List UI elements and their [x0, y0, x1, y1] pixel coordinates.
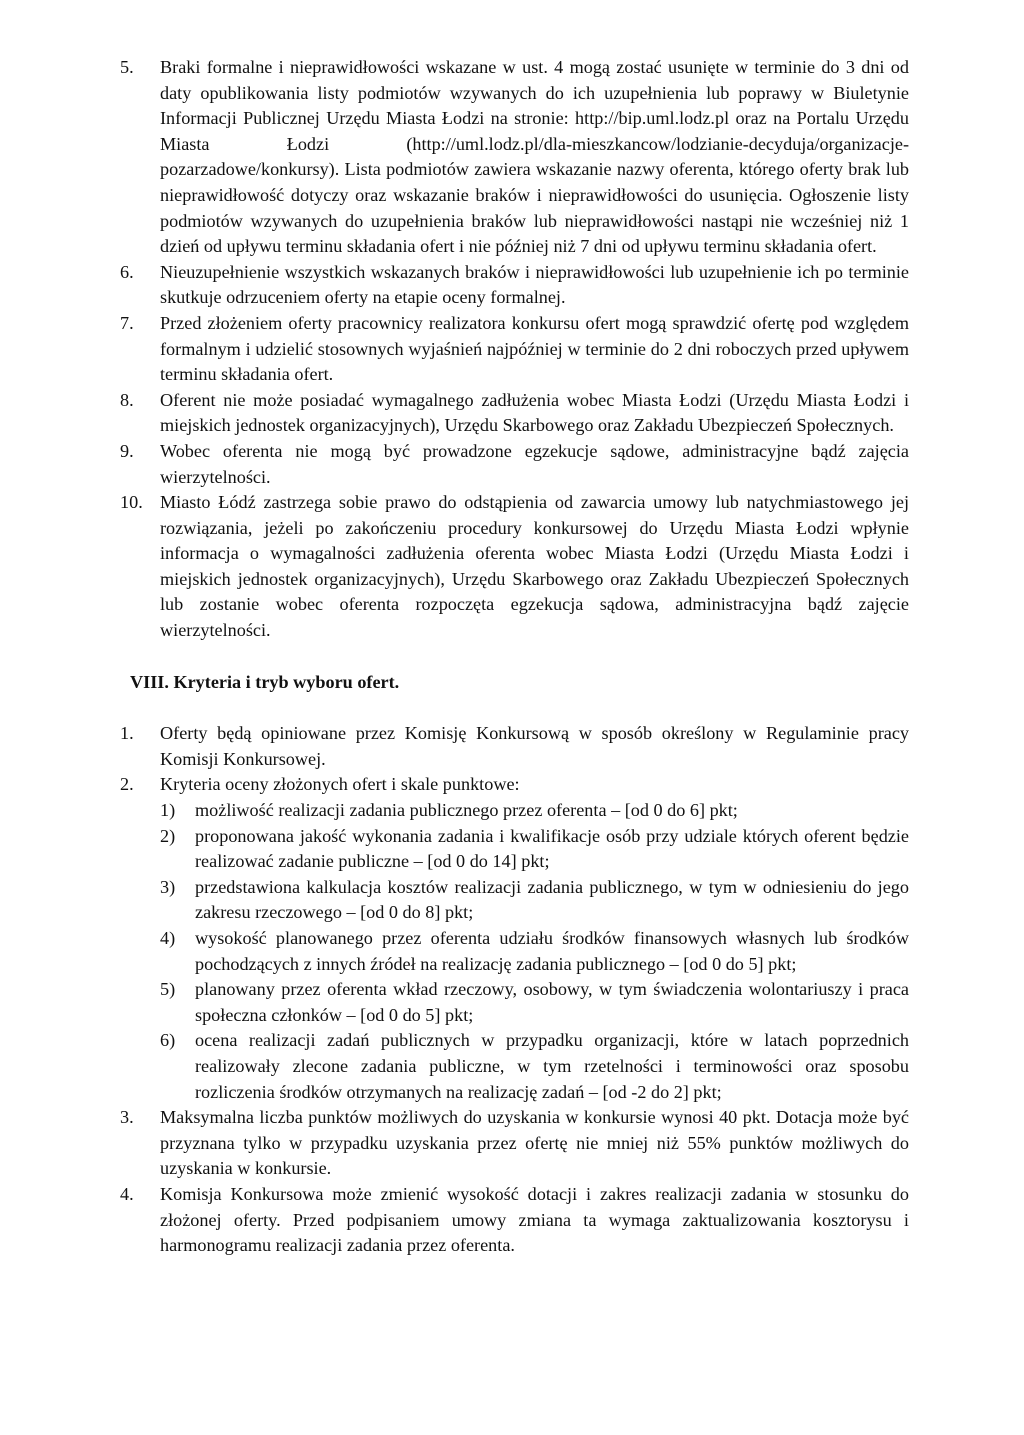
section-list-upper [120, 55, 909, 644]
list-item [120, 490, 909, 644]
item-text: Kryteria oceny złożonych ofert i skale punktowe: [160, 774, 520, 795]
criteria-text: przedstawiona kalkulacja kosztów realizacji zadania publicznego, w tym w odniesieniu do jego zakresu rzeczowego – [od 0 do 8] pkt; [195, 876, 909, 923]
item-number: 10. [120, 492, 143, 513]
item-text: Maksymalna liczba punktów możliwych do uzyskania w konkursie wynosi 40 pkt. Dotacja może być przyznana tylko w przypadku uzyskania przez ofertę nie mniej niż 55% punktów możliwych do uzyskania w konkursie. [160, 1107, 909, 1179]
criteria-text: planowany przez oferenta wkład rzeczowy, osobowy, w tym świadczenia wolontariuszy i praca społeczna członków – [od 0 do 5] pkt; [195, 979, 909, 1025]
criteria-item [160, 926, 909, 977]
list-item [120, 55, 909, 260]
criteria-item [160, 798, 909, 824]
item-text: Nieuzupełnienie wszystkich wskazanych braków i nieprawidłowości lub uzupełnienie ich po terminie skutkuje odrzuceniem oferty na etapie oceny formalnej. [160, 261, 909, 308]
item-number: 8. [120, 389, 134, 410]
item-text: Braki formalne i nieprawidłowości wskazane w ust. 4 mogą zostać usunięte w terminie do 3 dni od daty opublikowania listy podmiotów wzywanych do ich uzupełnienia lub poprawy w Biuletynie Informacji Publicznej Urzędu Miasta Łodzi na stronie: http://bip.uml.lodz.pl oraz na Portalu Urzędu Miasta Łodzi (http://uml.lodz.pl/dla-mieszkancow/lodzianie-decyduja/organizacje-pozarzadowe/konkursy). Lista podmiotów zawiera wskazanie nazwy oferenta, którego oferty brak lub nieprawidłowość dotyczy oraz wskazanie braków i nieprawidłowości do usunięcia. Ogłoszenie listy podmiotów wzywanych do uzupełnienia braków lub nieprawidłowości nastąpi nie wcześniej niż 1 dzień od upływu terminu składania ofert i nie później niż 7 dni od upływu terminu składania ofert. [160, 57, 909, 257]
list-item [120, 772, 909, 1105]
list-item [120, 311, 909, 388]
criteria-text: możliwość realizacji zadania publicznego przez oferenta – [od 0 do 6] pkt; [195, 800, 738, 821]
criteria-item [160, 977, 909, 1028]
list-item [120, 388, 909, 439]
criteria-number: 3) [160, 876, 176, 897]
item-number: 7. [120, 312, 134, 333]
list-item [120, 1182, 909, 1259]
section-heading: VIII. Kryteria i tryb wyboru ofert. [130, 671, 400, 692]
item-text: Miasto Łódź zastrzega sobie prawo do odstąpienia od zawarcia umowy lub natychmiastowego jej rozwiązania, jeżeli po zakończeniu procedury konkursowej do Urzędu Miasta Łodzi wpłynie informacja o wymagalności zadłużenia oferenta wobec Miasta Łodzi (Urzędu Miasta Łodzi i miejskich jednostek organizacyjnych), Urzędu Skarbowego oraz Zakładu Ubezpieczeń Społecznych lub zostanie wobec oferenta rozpoczęta egzekucja sądowa, administracyjna bądź zajęcie wierzytelności. [160, 492, 909, 641]
item-number: 9. [120, 440, 134, 461]
item-number: 6. [120, 261, 134, 282]
item-number: 1. [120, 723, 134, 744]
criteria-number: 6) [160, 1030, 176, 1051]
criteria-text: ocena realizacji zadań publicznych w przypadku organizacji, które w latach poprzednich realizowały zlecone zadania publiczne, w tym rzetelności i terminowości oraz sposobu rozliczenia środków otrzymanych na realizację zadań – [od -2 do 2] pkt; [195, 1030, 909, 1102]
criteria-number: 5) [160, 979, 176, 1000]
item-number: 4. [120, 1183, 134, 1204]
item-body [160, 772, 909, 1105]
list-item [120, 721, 909, 772]
item-text: Wobec oferenta nie mogą być prowadzone egzekucje sądowe, administracyjne bądź zajęcia wierzytelności. [160, 440, 909, 487]
criteria-number: 1) [160, 800, 176, 821]
item-number: 5. [120, 57, 134, 77]
criteria-number: 4) [160, 928, 176, 948]
item-number: 2. [120, 774, 134, 795]
item-number: 3. [120, 1107, 134, 1128]
criteria-text: wysokość planowanego przez oferenta udziału środków finansowych własnych lub środków pochodzących z innych źródeł na realizację zadania publicznego – [od 0 do 5] pkt; [195, 928, 909, 974]
item-text: Przed złożeniem oferty pracownicy realizatora konkursu ofert mogą sprawdzić ofertę pod względem formalnym i udzielić stosownych wyjaśnień najpóźniej w terminie do 2 dni roboczych przed upływem terminu składania ofert. [160, 312, 909, 385]
criteria-item [160, 1028, 909, 1105]
criteria-number: 2) [160, 825, 176, 846]
list-item [120, 1105, 909, 1182]
section-list-criteria [120, 721, 909, 1258]
item-text: Oferty będą opiniowane przez Komisję Konkursową w sposób określony w Regulaminie pracy Komisji Konkursowej. [160, 723, 909, 769]
criteria-item [160, 875, 909, 926]
criteria-text: proponowana jakość wykonania zadania i kwalifikacje osób przy udziale których oferent będzie realizować zadanie publiczne – [od 0 do 14] pkt; [195, 825, 909, 872]
item-text: Komisja Konkursowa może zmienić wysokość dotacji i zakres realizacji zadania w stosunku do złożonej oferty. Przed podpisaniem umowy zmiana ta wymaga zaktualizowania kosztorysu i harmonogramu realizacji zadania przez oferenta. [160, 1183, 909, 1256]
list-item [120, 439, 909, 490]
criteria-sublist [160, 798, 909, 1105]
item-text: Oferent nie może posiadać wymagalnego zadłużenia wobec Miasta Łodzi (Urzędu Miasta Łodzi i miejskich jednostek organizacyjnych), Urzędu Skarbowego oraz Zakładu Ubezpieczeń Społecznych. [160, 389, 909, 436]
list-item [120, 260, 909, 311]
criteria-item [160, 824, 909, 875]
